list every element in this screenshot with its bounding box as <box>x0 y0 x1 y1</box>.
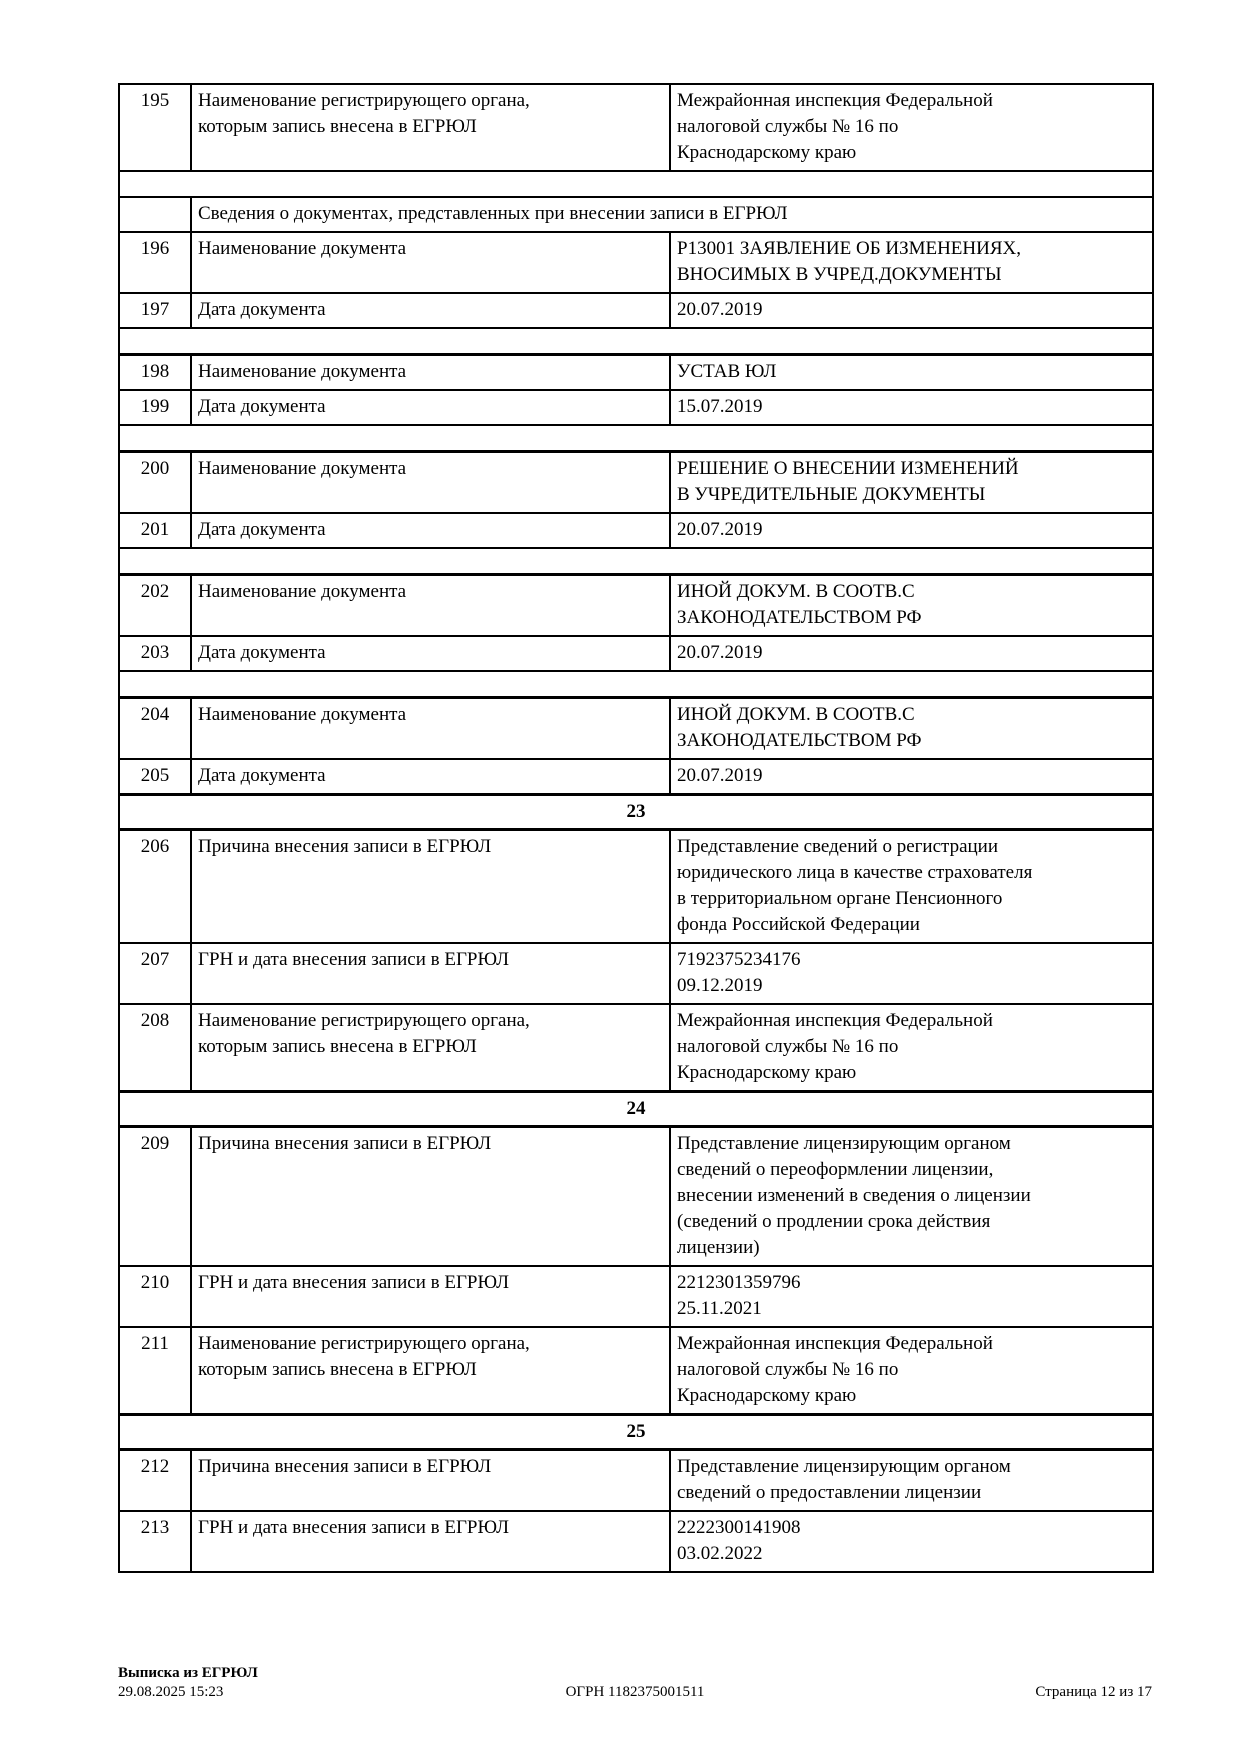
row-label: Причина внесения записи в ЕГРЮЛ <box>191 830 670 944</box>
row-value: 20.07.2019 <box>670 513 1153 548</box>
row-value: ИНОЙ ДОКУМ. В СООТВ.С ЗАКОНОДАТЕЛЬСТВОМ РФ <box>670 575 1153 637</box>
footer-ogrn: ОГРН 1182375001511 <box>565 1684 705 1700</box>
row-label: Причина внесения записи в ЕГРЮЛ <box>191 1450 670 1512</box>
spacer-cell <box>119 425 1153 452</box>
docs-section-header-row <box>119 197 1153 232</box>
table-row <box>119 575 1153 637</box>
row-value: УСТАВ ЮЛ <box>670 355 1153 391</box>
row-label: Дата документа <box>191 390 670 425</box>
row-label: ГРН и дата внесения записи в ЕГРЮЛ <box>191 943 670 1004</box>
row-label: ГРН и дата внесения записи в ЕГРЮЛ <box>191 1511 670 1572</box>
table-row <box>119 1127 1153 1267</box>
table-row <box>119 513 1153 548</box>
spacer-row <box>119 328 1153 355</box>
table-row <box>119 1511 1153 1572</box>
row-value: 2222300141908 03.02.2022 <box>670 1511 1153 1572</box>
row-value: 20.07.2019 <box>670 293 1153 328</box>
footer <box>118 1664 1152 1702</box>
row-value: 15.07.2019 <box>670 390 1153 425</box>
spacer-cell <box>119 671 1153 698</box>
row-value: 20.07.2019 <box>670 636 1153 671</box>
row-label: Наименование документа <box>191 232 670 293</box>
spacer-row <box>119 548 1153 575</box>
docs-section-header: Сведения о документах, представленных при внесении записи в ЕГРЮЛ <box>191 197 1153 232</box>
row-number-empty <box>119 197 191 232</box>
row-number: 201 <box>119 513 191 548</box>
spacer-cell <box>119 328 1153 355</box>
spacer-row <box>119 171 1153 197</box>
footer-left-block <box>118 1664 463 1702</box>
row-label: Дата документа <box>191 759 670 795</box>
row-value: РЕШЕНИЕ О ВНЕСЕНИИ ИЗМЕНЕНИЙ В УЧРЕДИТЕЛЬНЫЕ ДОКУМЕНТЫ <box>670 452 1153 514</box>
row-label: Дата документа <box>191 636 670 671</box>
table-row <box>119 830 1153 944</box>
row-number: 213 <box>119 1511 191 1572</box>
row-label: Дата документа <box>191 513 670 548</box>
row-value: Представление сведений о регистрации юридического лица в качестве страхователя в территориальном органе Пенсионного фонда Российской Федерации <box>670 830 1153 944</box>
section-number-row <box>119 1092 1153 1127</box>
row-value: Представление лицензирующим органом сведений о предоставлении лицензии <box>670 1450 1153 1512</box>
table-row <box>119 232 1153 293</box>
row-label: Причина внесения записи в ЕГРЮЛ <box>191 1127 670 1267</box>
row-label: Наименование регистрирующего органа, которым запись внесена в ЕГРЮЛ <box>191 1004 670 1092</box>
row-number: 207 <box>119 943 191 1004</box>
footer-page-indicator: Страница 12 из 17 <box>1035 1684 1153 1700</box>
row-number: 204 <box>119 698 191 760</box>
row-value: Межрайонная инспекция Федеральной налоговой службы № 16 по Краснодарскому краю <box>670 1327 1153 1415</box>
table-row <box>119 452 1153 514</box>
row-number: 203 <box>119 636 191 671</box>
table-row <box>119 698 1153 760</box>
section-number: 25 <box>119 1415 1153 1450</box>
table-row <box>119 1266 1153 1327</box>
table-row <box>119 1450 1153 1512</box>
spacer-row <box>119 671 1153 698</box>
row-number: 209 <box>119 1127 191 1267</box>
row-number: 195 <box>119 84 191 171</box>
row-value: Представление лицензирующим органом сведений о переоформлении лицензии, внесении изменений в сведения о лицензии (сведений о продлении срока действия лицензии) <box>670 1127 1153 1267</box>
table-row <box>119 1327 1153 1415</box>
spacer-cell <box>119 548 1153 575</box>
row-number: 208 <box>119 1004 191 1092</box>
row-value: 7192375234176 09.12.2019 <box>670 943 1153 1004</box>
row-label: Дата документа <box>191 293 670 328</box>
row-label: Наименование документа <box>191 452 670 514</box>
row-number: 210 <box>119 1266 191 1327</box>
row-label: Наименование документа <box>191 575 670 637</box>
egrul-table <box>118 83 1154 1573</box>
row-value: ИНОЙ ДОКУМ. В СООТВ.С ЗАКОНОДАТЕЛЬСТВОМ РФ <box>670 698 1153 760</box>
section-number-row <box>119 1415 1153 1450</box>
row-value: 20.07.2019 <box>670 759 1153 795</box>
table-row <box>119 636 1153 671</box>
table-row <box>119 1004 1153 1092</box>
row-number: 200 <box>119 452 191 514</box>
row-number: 202 <box>119 575 191 637</box>
section-number: 24 <box>119 1092 1153 1127</box>
row-value: 2212301359796 25.11.2021 <box>670 1266 1153 1327</box>
row-label: ГРН и дата внесения записи в ЕГРЮЛ <box>191 1266 670 1327</box>
row-number: 205 <box>119 759 191 795</box>
section-number-row <box>119 795 1153 830</box>
table-row <box>119 84 1153 171</box>
row-label: Наименование документа <box>191 698 670 760</box>
table-row <box>119 293 1153 328</box>
row-number: 199 <box>119 390 191 425</box>
row-label: Наименование регистрирующего органа, которым запись внесена в ЕГРЮЛ <box>191 1327 670 1415</box>
row-number: 206 <box>119 830 191 944</box>
row-number: 196 <box>119 232 191 293</box>
spacer-cell <box>119 171 1153 197</box>
row-number: 211 <box>119 1327 191 1415</box>
row-value: Р13001 ЗАЯВЛЕНИЕ ОБ ИЗМЕНЕНИЯХ, ВНОСИМЫХ В УЧРЕД.ДОКУМЕНТЫ <box>670 232 1153 293</box>
row-number: 197 <box>119 293 191 328</box>
spacer-row <box>119 425 1153 452</box>
row-value: Межрайонная инспекция Федеральной налоговой службы № 16 по Краснодарскому краю <box>670 84 1153 171</box>
footer-timestamp: 29.08.2025 15:23 <box>118 1684 224 1700</box>
table-row <box>119 390 1153 425</box>
row-label: Наименование документа <box>191 355 670 391</box>
row-label: Наименование регистрирующего органа, которым запись внесена в ЕГРЮЛ <box>191 84 670 171</box>
row-number: 212 <box>119 1450 191 1512</box>
row-number: 198 <box>119 355 191 391</box>
table-row <box>119 355 1153 391</box>
table-row <box>119 943 1153 1004</box>
table-row <box>119 759 1153 795</box>
row-value: Межрайонная инспекция Федеральной налоговой службы № 16 по Краснодарскому краю <box>670 1004 1153 1092</box>
section-number: 23 <box>119 795 1153 830</box>
footer-doc-type: Выписка из ЕГРЮЛ <box>118 1665 258 1681</box>
